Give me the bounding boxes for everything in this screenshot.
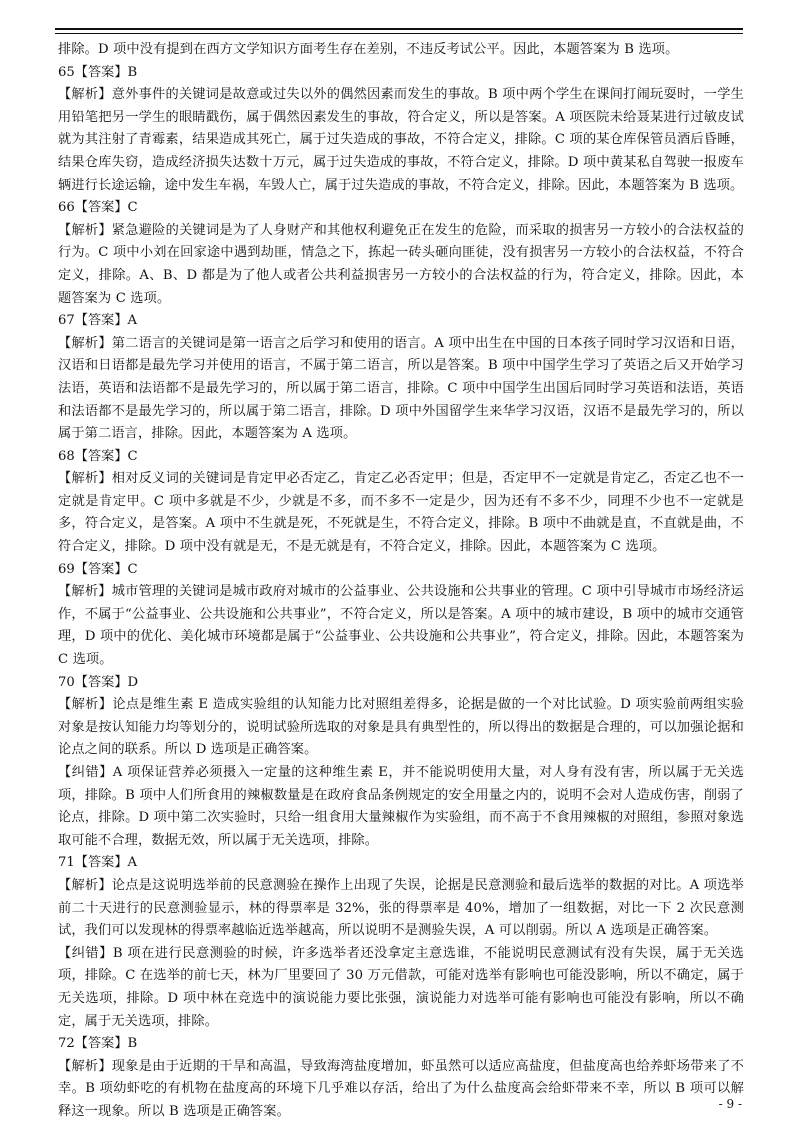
explanation-68: 【解析】相对反义词的关键词是肯定甲必否定乙，肯定乙必否定甲；但是，否定甲不一定就是肯定乙，否定乙也不一定就是肯定甲。C 项中多就是不少，少就是不多，而不多不一定是少，因为还有不多不少，同理不少也不一定就是多，符合定义，是答案。A 项中不生就是死，不死就是生，不符合定义，排除。B 项中不曲就是直，不直就是曲，不符合定义，排除。D 项中没有就是无，不是无就是有，不符合定义，排除。因此，本题答案为 C 选项。 — [58, 471, 744, 555]
explanation-70: 【解析】论点是维生素 E 造成实验组的认知能力比对照组差得多，论据是做的一个对比试验。D 项实验前两组实验对象是按认知能力均等划分的，说明试验所选取的对象是具有典型性的，所以得出的数据是合理的，可以加强论据和论点之间的联系。所以 D 选项是正确答案。 — [58, 697, 744, 758]
page-number: - 9 - — [718, 1097, 742, 1111]
explanation-67: 【解析】第二语言的关键词是第一语言之后学习和使用的语言。A 项中出生在中国的日本孩子同时学习汉语和日语，汉语和日语都是最先学习并使用的语言，不属于第二语言，所以是答案。B 项中中国学生学习了英语之后又开始学习法语，英语和法语都不是最先学习的，所以属于第二语言，排除。C 项中中国学生出国后同时学习英语和法语，英语和法语都不是最先学习的，所以属于第二语言，排除。D 项中外国留学生来华学习汉语，汉语不是最先学习的，所以属于第二语言，排除。因此，本题答案为 A 选项。 — [58, 335, 744, 442]
explanation-65: 【解析】意外事件的关键词是故意或过失以外的偶然因素而发生的事故。B 项中两个学生在课间打闹玩耍时，一学生用铅笔把另一学生的眼睛戳伤，属于偶然因素发生的事故，符合定义，所以是答案。A 项医院未给聂某进行过敏皮试就为其注射了青霉素，结果造成其死亡，属于过失造成的事故，不符合定义，排除。C 项的某仓库保管员酒后昏睡，结果仓库失窃，造成经济损失达数十万元，属于过失造成的事故，不符合定义，排除。D 项中黄某私自驾驶一报废车辆进行长途运输，途中发生车祸，车毁人亡，属于过失造成的事故，不符合定义，排除。因此，本题答案为 B 选项。 — [58, 87, 744, 193]
document-body — [58, 39, 749, 1124]
answer-heading-70: 70【答案】D — [58, 674, 139, 690]
answer-heading-69: 69【答案】C — [58, 561, 138, 577]
explanation-69: 【解析】城市管理的关键词是城市政府对城市的公益事业、公共设施和公共事业的管理。C 项中引导城市市场经济运作，不属于“公益事业、公共设施和公共事业”，不符合定义，所以是答案。A 项中的城市建设，B 项中的城市交通管理，D 项中的优化、美化城市环境都是属于“公益事业、公共设施和公共事业”，符合定义，排除。因此，本题答案为 C 选项。 — [58, 584, 749, 668]
answer-heading-68: 68【答案】C — [58, 448, 138, 464]
answer-heading-72: 72【答案】B — [58, 1036, 138, 1052]
header-rule-thick — [55, 28, 743, 30]
paragraph-continued-64: 排除。D 项中没有提到在西方文学知识方面考生存在差别，不违反考试公平。因此，本题答案为 B 选项。 — [58, 42, 679, 57]
correction-70: 【纠错】A 项保证营养必须摄入一定量的这种维生素 E，并不能说明使用大量，对人身有没有害，所以属于无关选项，排除。B 项中人们所食用的辣椒数量是在政府食品条例规定的安全用量之内的，说明不会对人造成伤害，削弱了论点，排除。D 项中第二次实验时，只给一组食用大量辣椒作为实验组，而不高于不食用辣椒的对照组，参照对象选取可能不合理，数据无效，所以属于无关选项，排除。 — [58, 765, 744, 848]
explanation-71: 【解析】论点是这说明选举前的民意测验在操作上出现了失误，论据是民意测验和最后选举的数据的对比。A 项选举前二十天进行的民意测验显示，林的得票率是 32%，张的得票率是 40%，增加了一组数据，对比一下 2 次民意测试，我们可以发现林的得票率越临近选举越高，所以说明不是测验失误，A 可以削弱。所以 A 选项是正确答案。 — [58, 877, 744, 939]
answer-heading-65: 65【答案】B — [58, 64, 138, 80]
answer-heading-66: 66【答案】C — [58, 200, 138, 216]
correction-71: 【纠错】B 项在进行民意测验的时候，许多选举者还没拿定主意选谁，不能说明民意测试有没有失误，属于无关选项，排除。C 在选举的前七天，林为厂里要回了 30 万元借款，可能对选举有影响也可能没影响，所以不确定，属于无关选项，排除。D 项中林在竞选中的演说能力要比张强，演说能力对选举可能有影响也可能没有影响，所以不确定，属于无关选项，排除。 — [58, 945, 744, 1029]
header-rule-thin — [55, 33, 743, 34]
explanation-72: 【解析】现象是由于近期的干旱和高温，导致海湾盐度增加，虾虽然可以适应高盐度，但盐度高也给养虾场带来了不幸。B 项幼虾吃的有机物在盐度高的环境下几乎难以存活，给出了为什么盐度高会给虾带来不幸，所以 B 项可以解释这一现象。所以 B 选项是正确答案。 — [58, 1058, 744, 1119]
answer-heading-67: 67【答案】A — [58, 313, 138, 329]
explanation-66: 【解析】紧急避险的关键词是为了人身财产和其他权利避免正在发生的危险，而采取的损害另一方较小的合法权益的行为。C 项中小刘在回家途中遇到劫匪，情急之下，拣起一砖头砸向匪徒，没有损害另一方较小的合法权益，不符合定义，排除。A、B、D 都是为了他人或者公共利益损害另一方较小的合法权益的行为，符合定义，排除。因此，本题答案为 C 选项。 — [58, 222, 744, 306]
answer-heading-71: 71【答案】A — [58, 855, 138, 871]
